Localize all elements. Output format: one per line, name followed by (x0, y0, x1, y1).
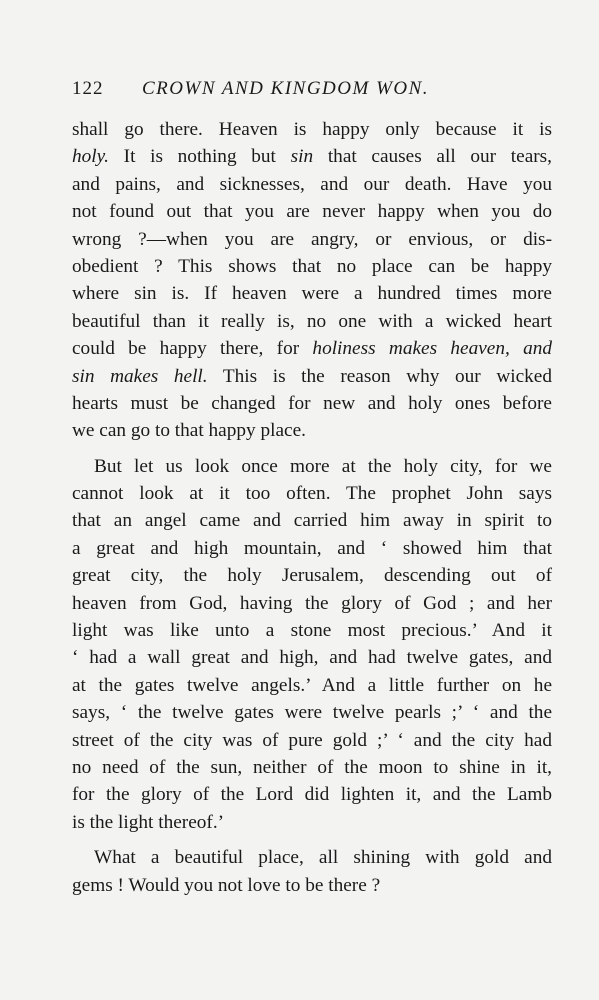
text-line (72, 480, 552, 507)
text-line (72, 253, 552, 280)
body-text (72, 116, 552, 899)
text-line (72, 535, 552, 562)
text-line (72, 781, 552, 808)
text-line (72, 507, 552, 534)
text-segment: cannot look at it too often. The prophet John says (72, 483, 552, 505)
text-line (72, 198, 552, 225)
text-segment: a great and high mountain, and ‘ showed him that (72, 537, 552, 559)
text-segment: beautiful than it really is, no one with a wicked heart (72, 310, 552, 332)
text-segment: It is nothing but (108, 146, 291, 168)
text-segment: What a beautiful place, all shining with gold and (94, 847, 552, 869)
italic-text: sin (290, 146, 314, 168)
text-line (72, 453, 552, 480)
text-segment: we can go to that happy place. (72, 420, 306, 442)
text-segment: great city, the holy Jerusalem, descending out of (72, 565, 552, 587)
text-segment: that an angel came and carried him away in spirit to (72, 510, 552, 532)
text-segment: where sin is. If heaven were a hundred times more (72, 283, 552, 305)
text-line (72, 590, 552, 617)
text-line (72, 280, 552, 307)
text-segment: But let us look once more at the holy city, for we (94, 455, 552, 477)
text-segment: could be happy there, for (72, 338, 313, 360)
text-line (72, 417, 552, 444)
text-line (72, 116, 552, 143)
text-line (72, 727, 552, 754)
text-segment: gems ! Would you not love to be there ? (72, 874, 381, 896)
text-line (72, 844, 552, 871)
text-line (72, 171, 552, 198)
text-segment: light was like unto a stone most precious.’ And it (72, 620, 552, 642)
text-segment: ‘ had a wall great and high, and had twelve gates, and (72, 647, 552, 669)
text-line (72, 308, 552, 335)
text-segment: is the light thereof.’ (72, 811, 225, 833)
text-line (72, 363, 552, 390)
paragraph (72, 453, 552, 836)
text-segment: shall go there. Heaven is happy only because it is (72, 119, 552, 140)
text-segment: and pains, and sicknesses, and our death. Have you (72, 173, 552, 195)
text-segment: obedient ? This shows that no place can be happy (72, 255, 552, 277)
text-line (72, 672, 552, 699)
text-line (72, 754, 552, 781)
text-segment: heaven from God, having the glory of God ; and her (72, 592, 552, 614)
running-head (72, 76, 532, 102)
page-number: 122 (72, 78, 104, 99)
italic-text: holiness makes heaven, and (312, 338, 552, 360)
book-title: CROWN AND KINGDOM WON. (142, 78, 430, 99)
text-segment: hearts must be changed for new and holy ones before (72, 392, 552, 414)
text-line (72, 699, 552, 726)
text-segment: that causes all our tears, (313, 146, 552, 168)
text-segment: street of the city was of pure gold ;’ ‘ and the city had (72, 729, 552, 751)
text-line (72, 644, 552, 671)
italic-text: holy. (72, 146, 109, 168)
text-segment: wrong ?—when you are angry, or envious, or dis- (72, 228, 552, 250)
text-line (72, 617, 552, 644)
text-segment: not found out that you are never happy when you do (72, 201, 552, 223)
text-line (72, 872, 552, 899)
text-segment: at the gates twelve angels.’ And a little further on he (72, 674, 552, 696)
text-line (72, 226, 552, 253)
text-line (72, 562, 552, 589)
text-line (72, 390, 552, 417)
paragraph (72, 844, 552, 899)
text-segment: for the glory of the Lord did lighten it, and the Lamb (72, 784, 552, 806)
italic-text: sin makes hell. (72, 365, 208, 387)
text-segment: This is the reason why our wicked (207, 365, 552, 387)
text-line (72, 335, 552, 362)
text-line (72, 809, 552, 836)
paragraph (72, 116, 552, 445)
text-line (72, 143, 552, 170)
text-segment: no need of the sun, neither of the moon to shine in it, (72, 756, 552, 778)
text-segment: says, ‘ the twelve gates were twelve pearls ;’ ‘ and the (72, 702, 552, 724)
